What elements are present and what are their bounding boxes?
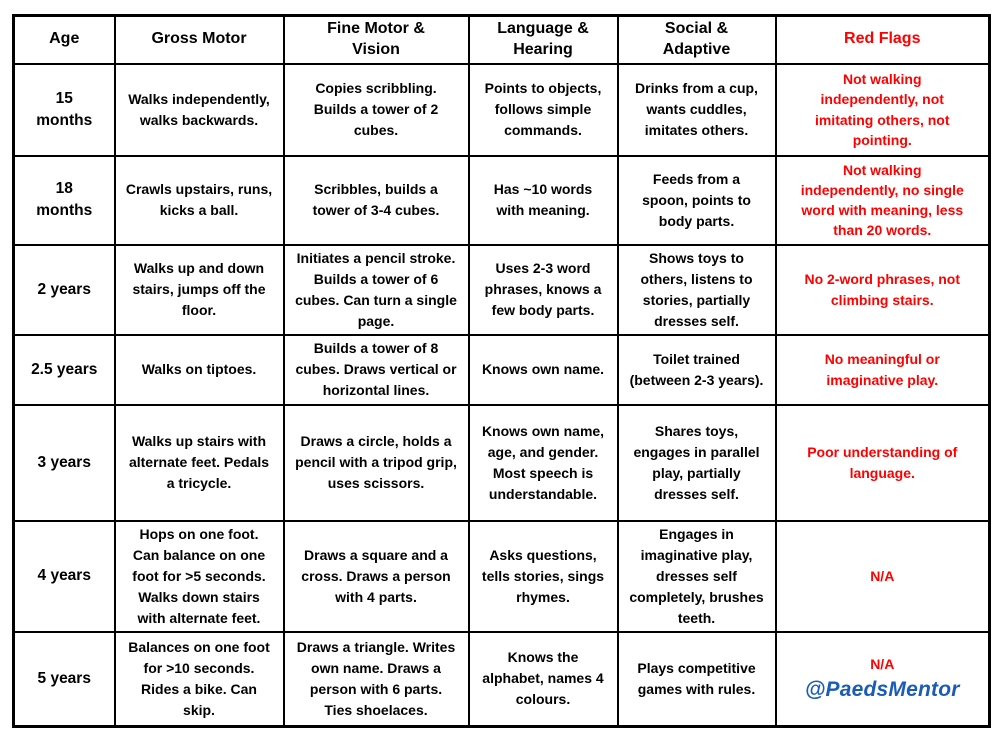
fine-motor-vision-cell: Scribbles, builds a tower of 3-4 cubes. [284,156,469,245]
table-row-4-years [14,521,990,632]
language-hearing-cell: Knows own name, age, and gender. Most speech is understandable. [469,405,618,521]
language-hearing-cell: Knows own name. [469,335,618,405]
gross-motor-cell: Walks independently, walks backwards. [115,64,284,156]
milestones-table [12,14,991,728]
header-age: Age [14,16,115,64]
language-hearing-cell: Uses 2-3 word phrases, knows a few body parts. [469,245,618,335]
header-red-flags: Red Flags [776,16,990,64]
watermark-handle: @PaedsMentor [804,677,960,701]
age-cell: 5 years [14,632,115,727]
language-hearing-cell: Asks questions, tells stories, sings rhymes. [469,521,618,632]
header-row [14,16,990,64]
table-row-18-months [14,156,990,245]
age-cell: 2.5 years [14,335,115,405]
social-adaptive-cell: Drinks from a cup, wants cuddles, imitates others. [618,64,776,156]
social-adaptive-cell: Engages in imaginative play, dresses self completely, brushes teeth. [618,521,776,632]
gross-motor-cell: Crawls upstairs, runs, kicks a ball. [115,156,284,245]
red-flags-watermark-cell [776,632,990,727]
gross-motor-cell: Balances on one foot for >10 seconds. Rides a bike. Can skip. [115,632,284,727]
header-language-hearing: Language & Hearing [469,16,618,64]
language-hearing-cell: Knows the alphabet, names 4 colours. [469,632,618,727]
fine-motor-vision-cell: Draws a square and a cross. Draws a person with 4 parts. [284,521,469,632]
social-adaptive-cell: Shows toys to others, listens to stories, partially dresses self. [618,245,776,335]
table-row-2-years [14,245,990,335]
language-hearing-cell: Points to objects, follows simple commands. [469,64,618,156]
red-flags-cell: Poor understanding of language. [776,405,990,521]
header-fine-motor-vision: Fine Motor & Vision [284,16,469,64]
red-flags-cell: Not walking independently, not imitating others, not pointing. [776,64,990,156]
fine-motor-vision-cell: Draws a triangle. Writes own name. Draws a person with 6 parts. Ties shoelaces. [284,632,469,727]
age-cell: 2 years [14,245,115,335]
red-flags-na-text: N/A [870,655,895,672]
table-row-3-years [14,405,990,521]
social-adaptive-cell: Feeds from a spoon, points to body parts. [618,156,776,245]
language-hearing-cell: Has ~10 words with meaning. [469,156,618,245]
fine-motor-vision-cell: Initiates a pencil stroke. Builds a tower of 6 cubes. Can turn a single page. [284,245,469,335]
fine-motor-vision-cell: Draws a circle, holds a pencil with a tripod grip, uses scissors. [284,405,469,521]
header-social-adaptive: Social & Adaptive [618,16,776,64]
age-cell: 4 years [14,521,115,632]
table-row-5-years [14,632,990,727]
table-row-2-5-years [14,335,990,405]
red-flags-cell: No 2-word phrases, not climbing stairs. [776,245,990,335]
table-row-15-months [14,64,990,156]
gross-motor-cell: Walks up stairs with alternate feet. Pedals a tricycle. [115,405,284,521]
header-gross-motor: Gross Motor [115,16,284,64]
social-adaptive-cell: Shares toys, engages in parallel play, partially dresses self. [618,405,776,521]
age-cell: 18 months [14,156,115,245]
red-flags-cell: Not walking independently, no single word with meaning, less than 20 words. [776,156,990,245]
red-flags-cell: N/A [776,521,990,632]
gross-motor-cell: Hops on one foot. Can balance on one foot for >5 seconds. Walks down stairs with alternate feet. [115,521,284,632]
social-adaptive-cell: Plays competitive games with rules. [618,632,776,727]
fine-motor-vision-cell: Copies scribbling. Builds a tower of 2 cubes. [284,64,469,156]
social-adaptive-cell: Toilet trained (between 2-3 years). [618,335,776,405]
gross-motor-cell: Walks up and down stairs, jumps off the floor. [115,245,284,335]
fine-motor-vision-cell: Builds a tower of 8 cubes. Draws vertical or horizontal lines. [284,335,469,405]
red-flags-cell: No meaningful or imaginative play. [776,335,990,405]
age-cell: 3 years [14,405,115,521]
age-cell: 15 months [14,64,115,156]
gross-motor-cell: Walks on tiptoes. [115,335,284,405]
